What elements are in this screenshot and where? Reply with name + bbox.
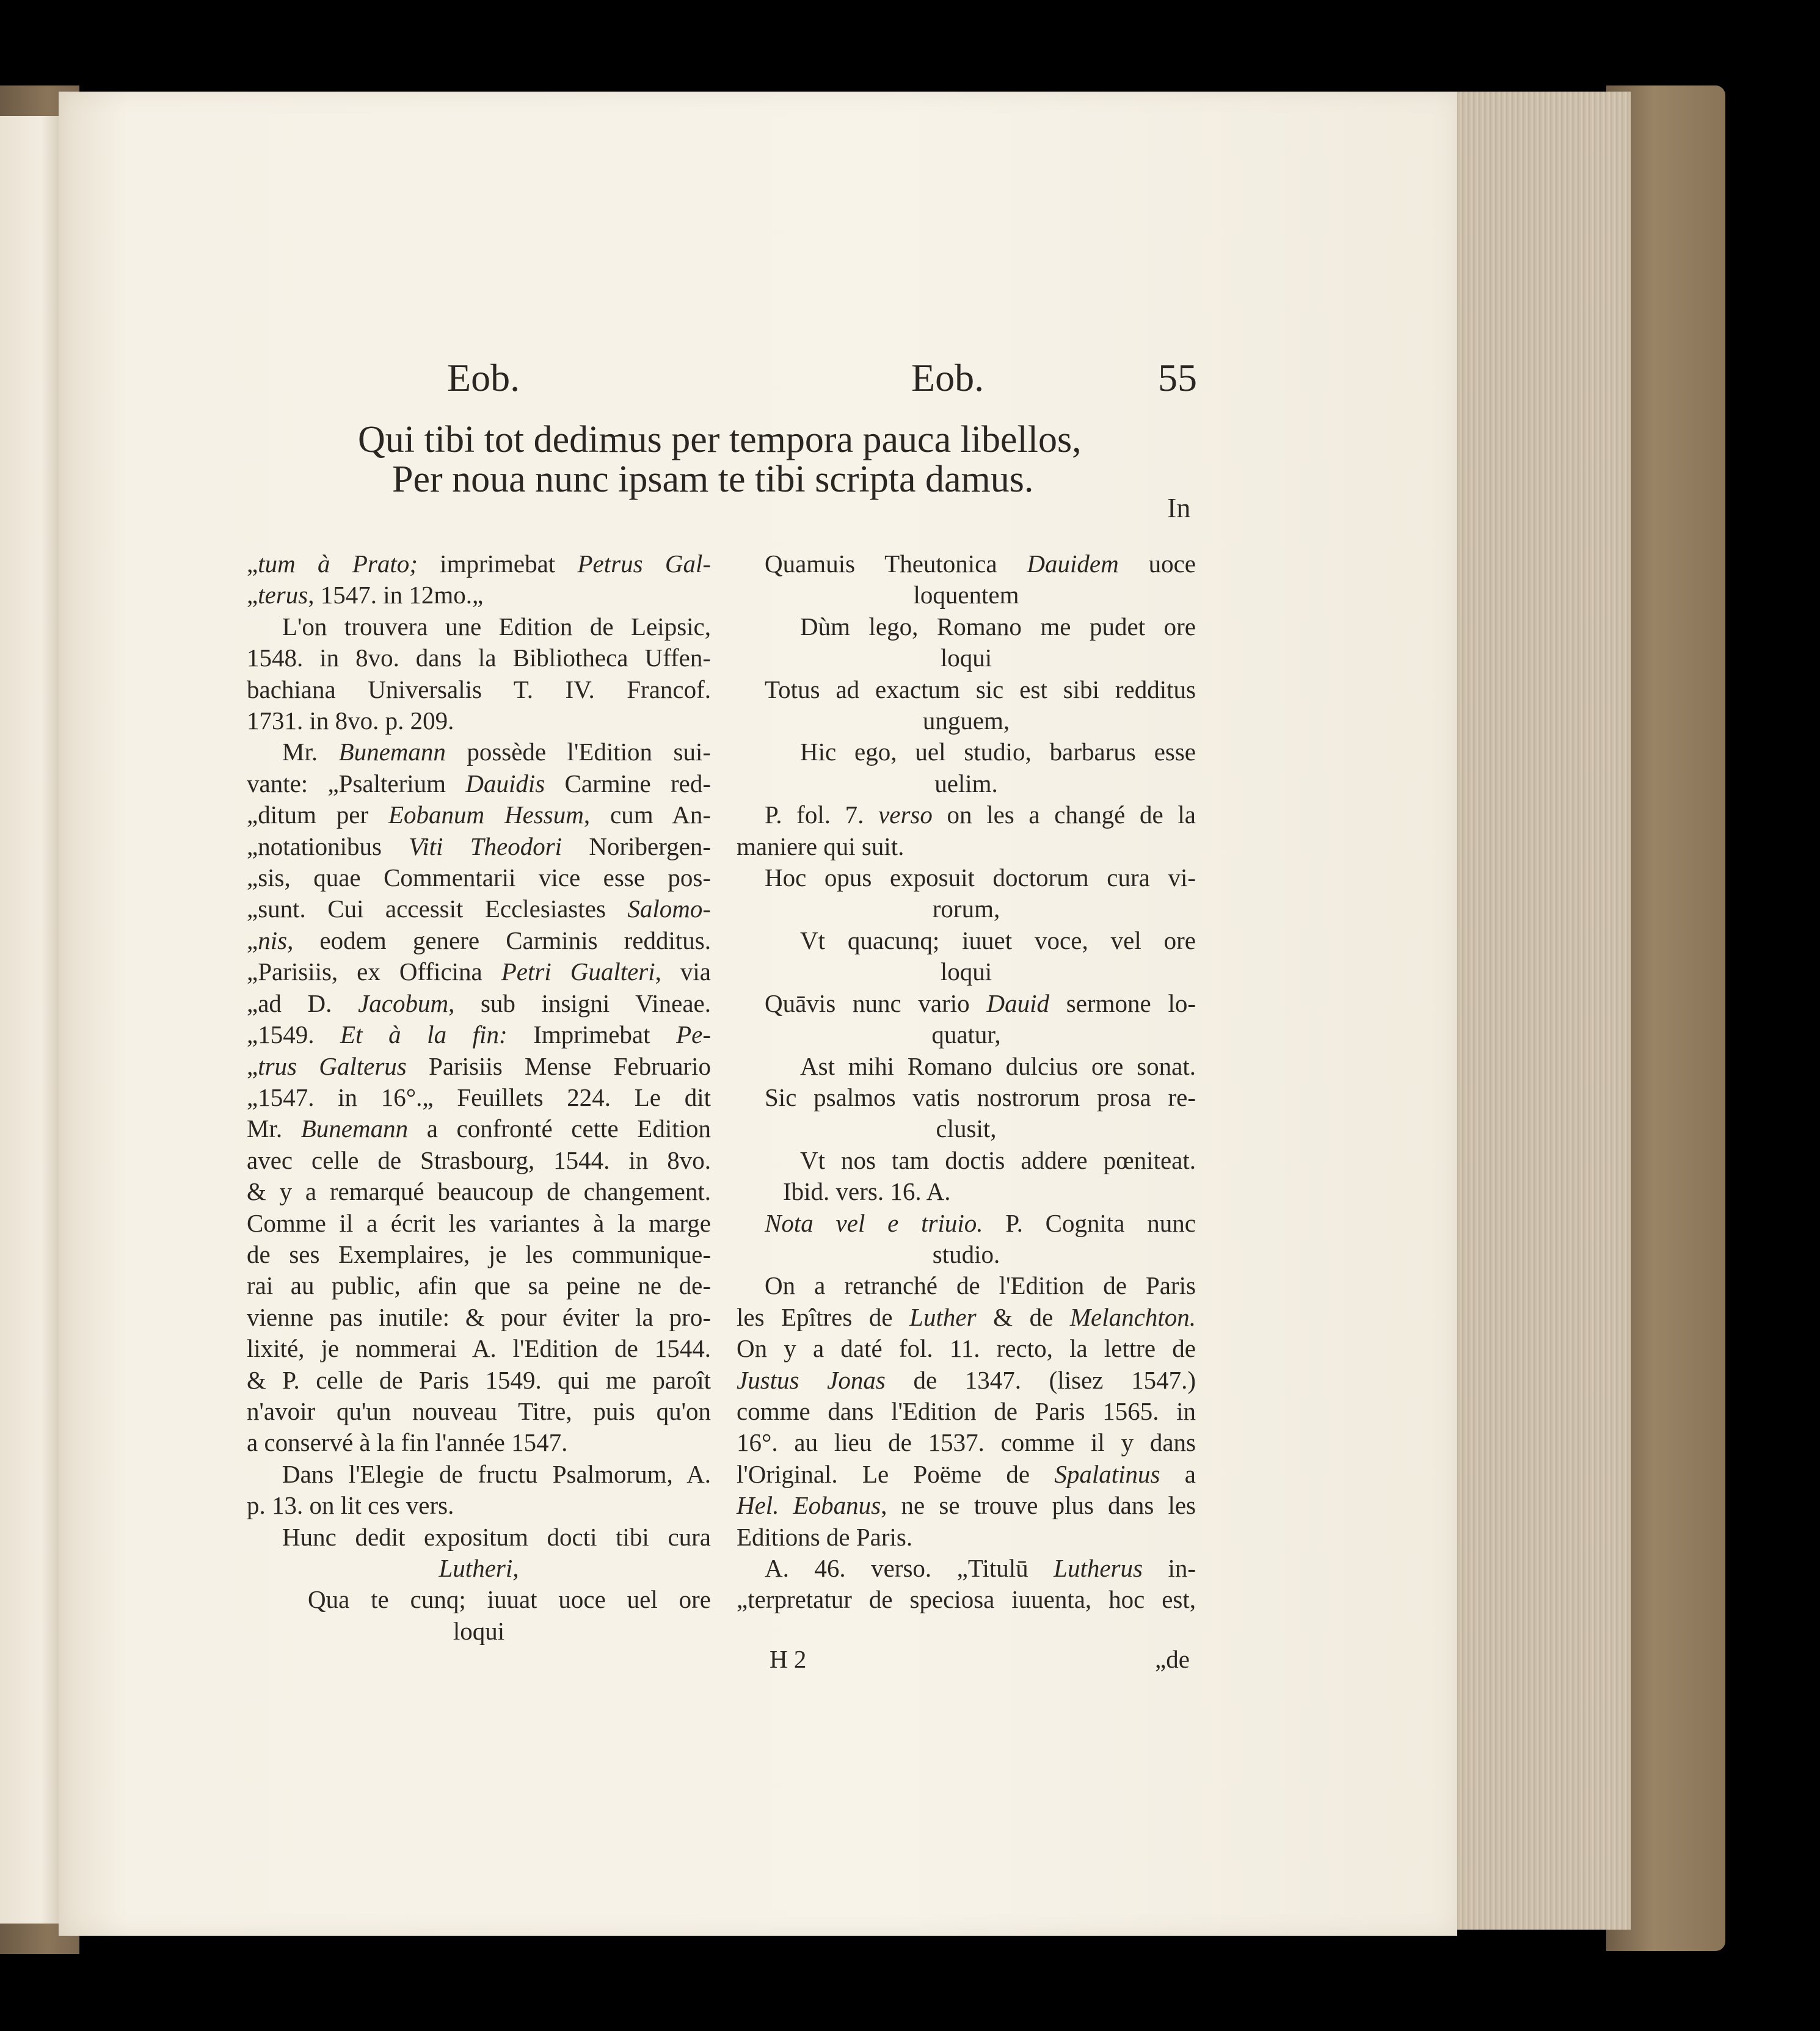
verse-line: Hoc opus exposuit doctorum cura vi- xyxy=(765,863,1196,892)
text-line: 16°. au lieu de 1537. comme il y dans xyxy=(737,1428,1196,1457)
verse-line: Vt nos tam doctis addere pœniteat. xyxy=(800,1146,1196,1174)
text-line: „trus Galterus Parisiis Mense Februario xyxy=(247,1052,711,1080)
text-line: „1547. in 16°.„ Feuillets 224. Le dit xyxy=(247,1083,711,1111)
text-line: comme dans l'Edition de Paris 1565. in xyxy=(737,1397,1196,1425)
text-line: L'on trouvera une Edition de Leipsic, xyxy=(282,612,711,641)
verse-line: clusit, xyxy=(936,1114,997,1143)
text-line: bachiana Universalis T. IV. Francof. xyxy=(247,675,711,703)
text-line: Editions de Paris. xyxy=(737,1522,913,1551)
verse-line: Ast mihi Romano dulcius ore sonat. xyxy=(800,1052,1196,1080)
text-line: Dans l'Elegie de fructu Psalmorum, A. xyxy=(282,1459,711,1488)
verse-line: Vt quacunq; iuuet voce, vel ore xyxy=(800,926,1196,954)
text-line: „ad D. Jacobum, sub insigni Vineae. xyxy=(247,989,711,1017)
text-line: p. 13. on lit ces vers. xyxy=(247,1491,454,1520)
text-line: l'Original. Le Poëme de Spalatinus a xyxy=(737,1459,1196,1488)
verse-line: Qua te cunq; iuuat uoce uel ore xyxy=(308,1585,711,1614)
left-page-sliver xyxy=(0,116,59,1924)
top-poem-line: Qui tibi tot dedimus per tempora pauca libellos, xyxy=(358,419,1082,460)
text-line: Ibid. vers. 16. A. xyxy=(783,1177,951,1206)
verse-line: Totus ad exactum sic est sibi redditus xyxy=(765,675,1196,703)
text-line: „tum à Prato; imprimebat Petrus Gal- xyxy=(247,550,712,578)
text-line: rai au public, afin que sa peine ne de- xyxy=(247,1271,711,1300)
text-line: „terpretatur de speciosa iuuenta, hoc est, xyxy=(737,1585,1196,1614)
verse-line: loquentem xyxy=(913,581,1019,609)
text-line: On a retranché de l'Edition de Paris xyxy=(765,1271,1196,1300)
text-line: „sunt. Cui accessit Ecclesiastes Salomo- xyxy=(247,895,711,923)
verse-line: loqui xyxy=(940,644,992,672)
top-poem-line: Per noua nunc ipsam te tibi scripta damus. xyxy=(392,459,1034,500)
text-line: Hel. Eobanus, ne se trouve plus dans les xyxy=(737,1491,1196,1520)
text-line: „1549. Et à la fin: Imprimebat Pe- xyxy=(247,1020,711,1049)
text-line: Nota vel e triuio. P. Cognita nunc xyxy=(765,1208,1196,1237)
page-block-fore-edge xyxy=(1454,92,1631,1930)
text-line: 1548. in 8vo. dans la Bibliotheca Uffen- xyxy=(247,644,711,672)
text-line: & P. celle de Paris 1549. qui me paroît xyxy=(247,1365,711,1394)
verse-line: Hic ego, uel studio, barbarus esse xyxy=(800,738,1196,766)
running-head-center: Eob. xyxy=(911,356,985,399)
verse-line: quatur, xyxy=(931,1020,1001,1049)
text-line: Mr. Bunemann possède l'Edition sui- xyxy=(282,738,711,766)
verse-line: Lutheri, xyxy=(439,1554,519,1582)
running-head-left: Eob. xyxy=(447,356,520,399)
left-text-column xyxy=(247,548,711,1647)
text-line: „terus, 1547. in 12mo.„ xyxy=(247,581,484,609)
verse-line: loqui xyxy=(940,957,992,986)
page-number: 55 xyxy=(1158,356,1197,399)
text-line: Comme il a écrit les variantes à la marge xyxy=(247,1208,711,1237)
text-line: vante: „Psalterium Dauidis Carmine red- xyxy=(247,769,712,798)
text-line: „notationibus Viti Theodori Noribergen- xyxy=(247,832,712,860)
bottom-catchword: „de xyxy=(1155,1645,1190,1673)
right-text-column xyxy=(737,548,1196,1616)
text-line: „sis, quae Commentarii vice esse pos- xyxy=(247,863,711,892)
book-page xyxy=(59,92,1457,1936)
text-line: A. 46. verso. „Titulū Lutherus in- xyxy=(765,1554,1196,1582)
verse-line: Sic psalmos vatis nostrorum prosa re- xyxy=(765,1083,1196,1111)
text-line: studio. xyxy=(932,1240,1000,1268)
text-line: Justus Jonas de 1347. (lisez 1547.) xyxy=(737,1365,1196,1394)
verse-line: uelim. xyxy=(934,769,998,798)
text-line: On y a daté fol. 11. recto, la lettre de xyxy=(737,1334,1196,1363)
text-line: les Epîtres de Luther & de Melanchton. xyxy=(737,1303,1196,1331)
text-line: vienne pas inutile: & pour éviter la pro- xyxy=(247,1303,711,1331)
verse-line: Quāvis nunc vario Dauid sermone lo- xyxy=(765,989,1196,1017)
text-line: avec celle de Strasbourg, 1544. in 8vo. xyxy=(247,1146,711,1174)
verse-line: loqui xyxy=(453,1616,505,1645)
text-line: maniere qui suit. xyxy=(737,832,905,860)
text-line: „Parisiis, ex Officina Petri Gualteri, via xyxy=(247,957,711,986)
top-catchword: In xyxy=(1167,492,1191,523)
text-line: & y a remarqué beaucoup de changement. xyxy=(247,1177,711,1206)
text-line: a conservé à la fin l'année 1547. xyxy=(247,1428,568,1457)
text-line: de ses Exemplaires, je les communique- xyxy=(247,1240,711,1268)
text-line: n'avoir qu'un nouveau Titre, puis qu'on xyxy=(247,1397,711,1425)
text-line: „ditum per Eobanum Hessum, cum An- xyxy=(247,801,711,829)
verse-line: rorum, xyxy=(932,895,1000,923)
text-line: „nis, eodem genere Carminis redditus. xyxy=(247,926,711,954)
verse-line: Dùm lego, Romano me pudet ore xyxy=(800,612,1196,641)
text-line: lixité, je nommerai A. l'Edition de 1544. xyxy=(247,1334,711,1363)
verse-line: Hunc dedit expositum docti tibi cura xyxy=(282,1522,711,1551)
verse-line: unguem, xyxy=(922,707,1010,735)
text-line: P. fol. 7. verso on les a changé de la xyxy=(765,801,1196,829)
verse-line: Quamuis Theutonica Dauidem uoce xyxy=(765,550,1196,578)
signature-mark: H 2 xyxy=(770,1645,807,1673)
text-line: 1731. in 8vo. p. 209. xyxy=(247,707,454,735)
text-line: Mr. Bunemann a confronté cette Edition xyxy=(247,1114,711,1143)
